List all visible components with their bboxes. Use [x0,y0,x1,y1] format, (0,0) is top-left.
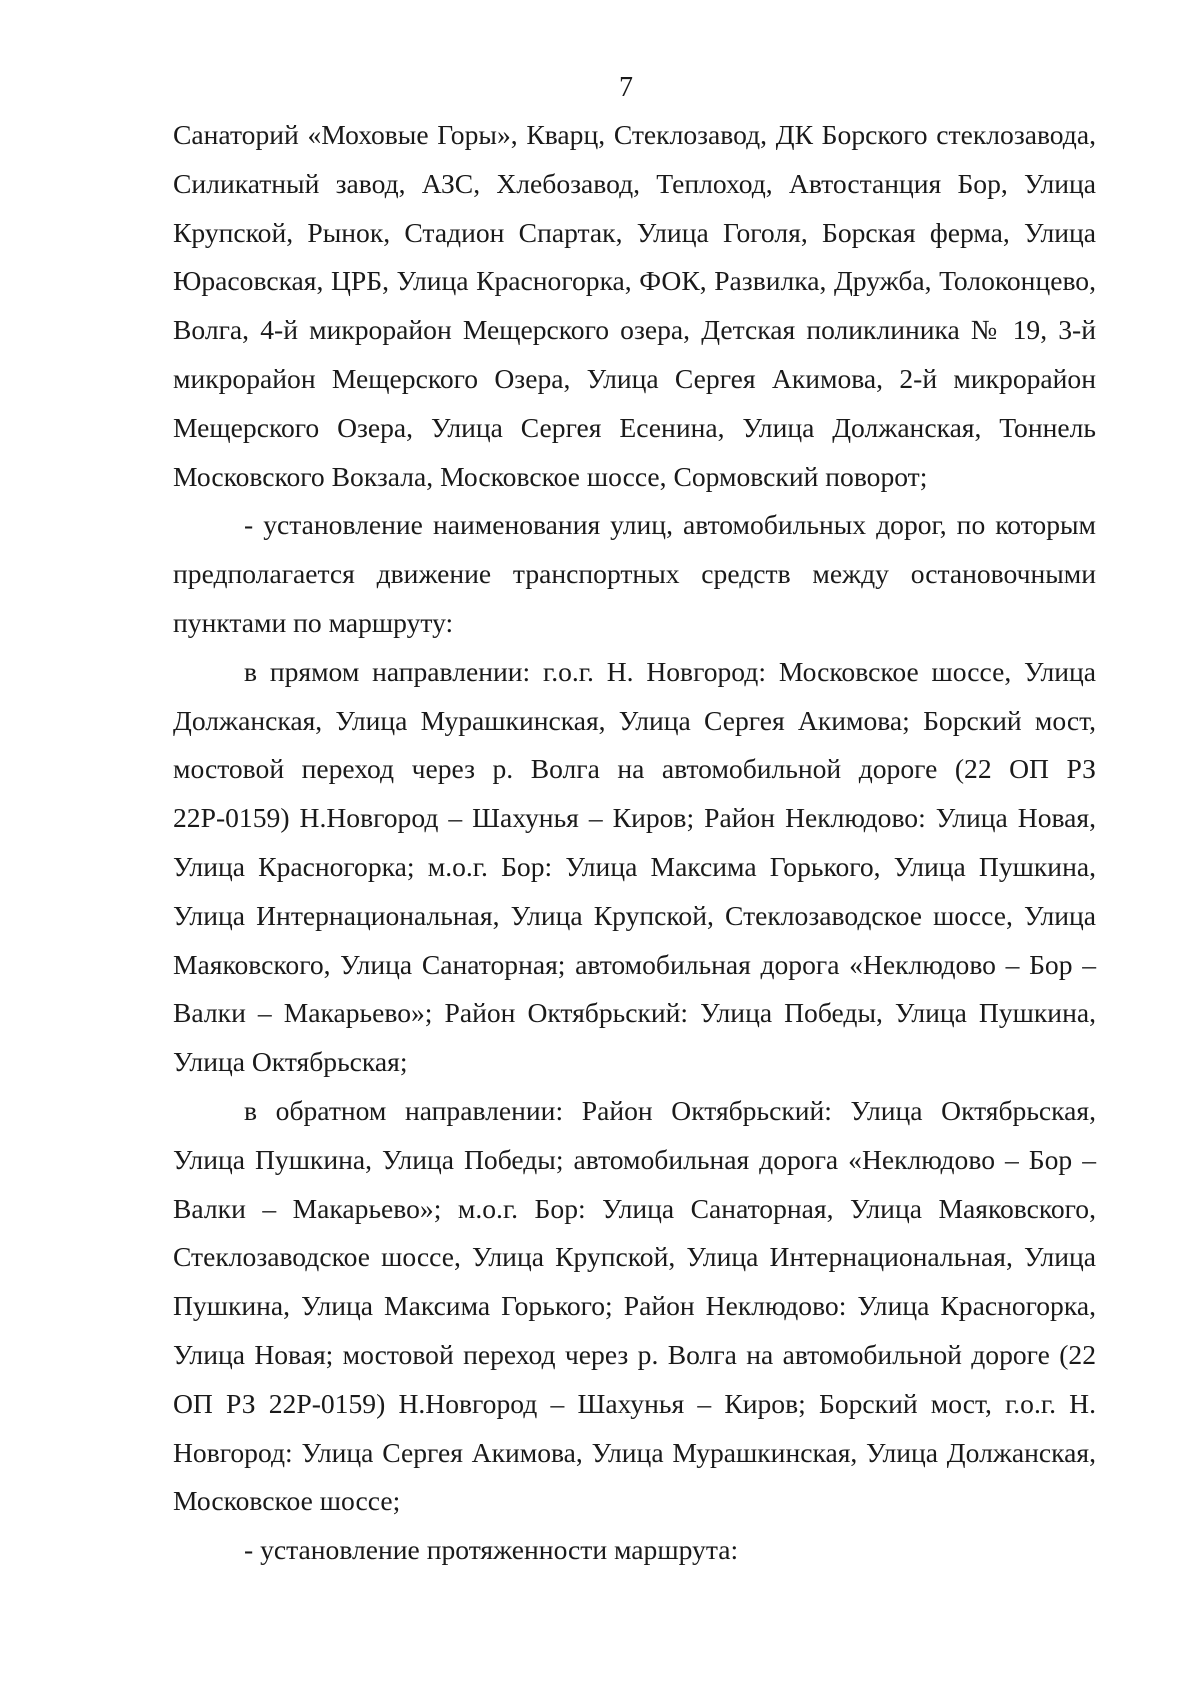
forward-direction-paragraph: в прямом направлении: г.о.г. Н. Новгород: Московское шоссе, Улица Должанская, Улица Мурашкинская, Улица Сергея Акимова; Борский мост, мостовой переход через р. Волга на автомобильной дороге (22 ОП РЗ 22Р-0159) Н.Новгород – Шахунья – Киров; Район Неклюдово: Улица Новая, Улица Красногорка; м.о.г. Бор: Улица Максима Горького, Улица Пушкина, Улица Интернациональная, Улица Крупской, Стеклозаводское шоссе, Улица Маяковского, Улица Санаторная; автомобильная дорога «Неклюдово – Бор – Валки – Макарьево»; Район Октябрьский: Улица Победы, Улица Пушкина, Улица Октябрьская; [173,655,1096,1078]
stops-list-continuation: Санаторий «Моховые Горы», Кварц, Стеклозавод, ДК Борского стеклозавода, Силикатный завод, АЗС, Хлебозавод, Теплоход, Автостанция Бор, Улица Крупской, Рынок, Стадион Спартак, Улица Гоголя, Борская ферма, Улица Юрасовская, ЦРБ, Улица Красногорка, ФОК, Развилка, Дружба, Толоконцево, Волга, 4-й микрорайон Мещерского озера, Детская поликлиника № 19, 3-й микрорайон Мещерского Озера, Улица Сергея Акимова, 2-й микрорайон Мещерского Озера, Улица Сергея Есенина, Улица Должанская, Тоннель Московского Вокзала, Московское шоссе, Сормовский поворот; [173,119,1096,492]
page-number: 7 [619,72,633,103]
document-body [173,111,1096,1575]
reverse-direction-paragraph: в обратном направлении: Район Октябрьский: Улица Октябрьская, Улица Пушкина, Улица Победы; автомобильная дорога «Неклюдово – Бор – Валки – Макарьево»; м.о.г. Бор: Улица Санаторная, Улица Маяковского, Стеклозаводское шоссе, Улица Крупской, Улица Интернациональная, Улица Пушкина, Улица Максима Горького; Район Неклюдово: Улица Красногорка, Улица Новая; мостовой переход через р. Волга на автомобильной дороге (22 ОП РЗ 22Р-0159) Н.Новгород – Шахунья – Киров; Борский мост, г.о.г. Н. Новгород: Улица Сергея Акимова, Улица Мурашкинская, Улица Должанская, Московское шоссе; [173,1094,1096,1517]
streets-intro-paragraph: - установление наименования улиц, автомобильных дорог, по которым предполагается движение транспортных средств между остановочными пунктами по маршруту: [173,509,1096,638]
route-length-paragraph: - установление протяженности маршрута: [244,1534,739,1566]
